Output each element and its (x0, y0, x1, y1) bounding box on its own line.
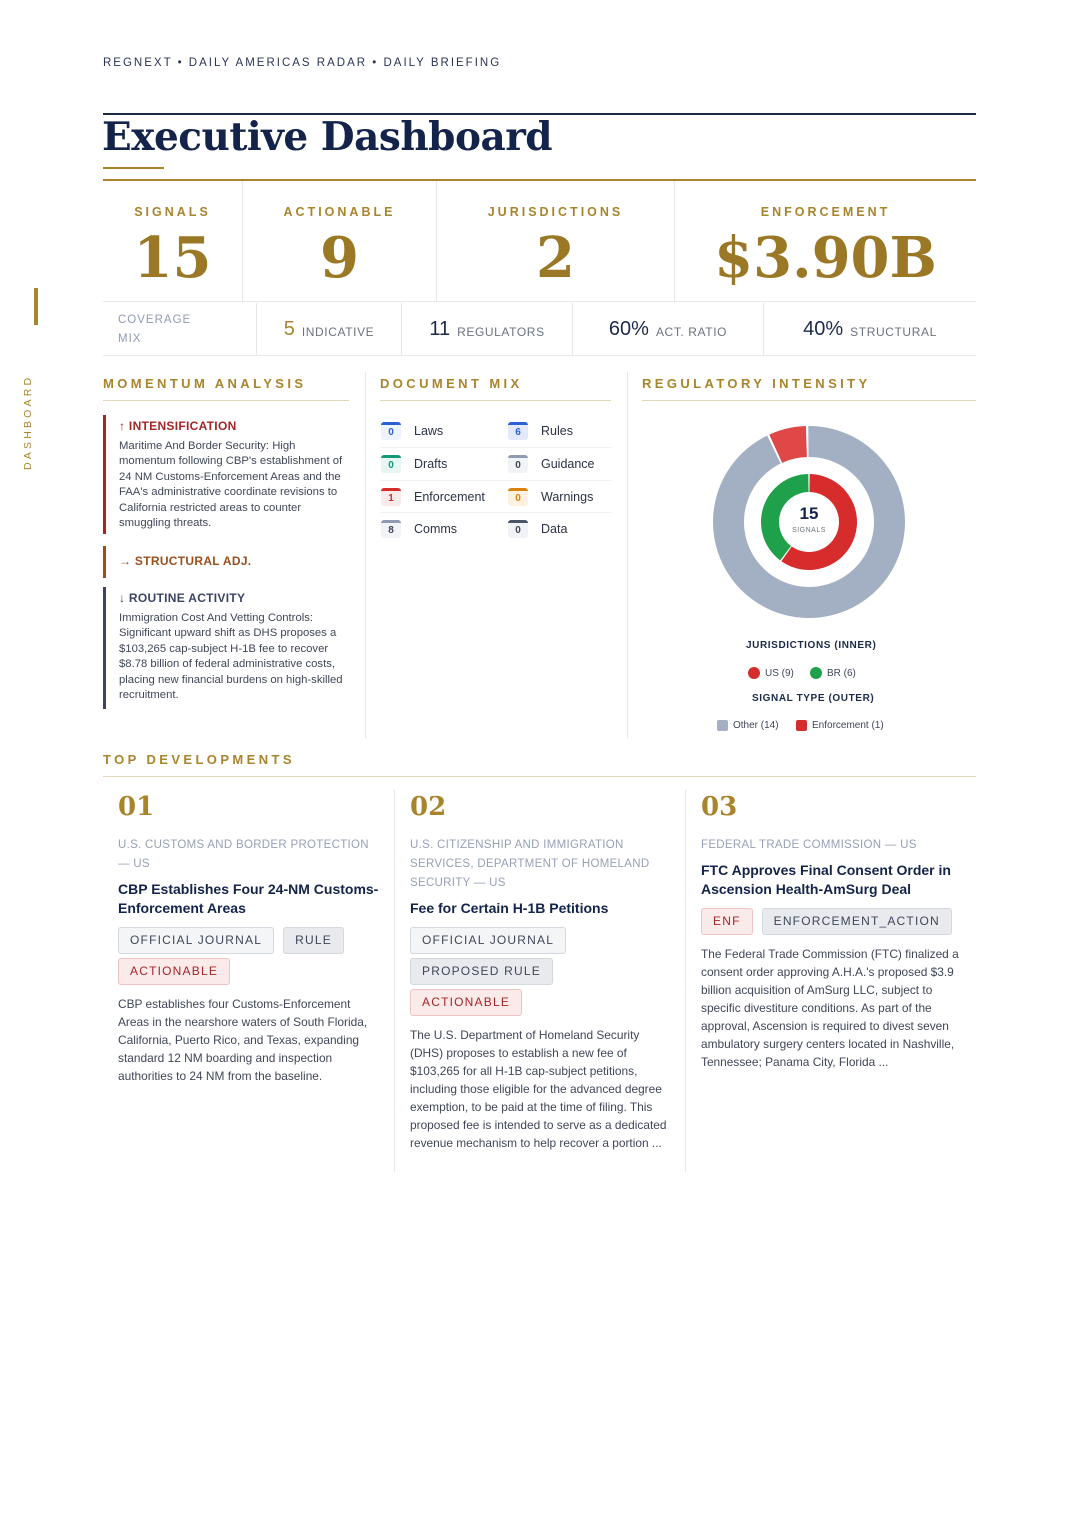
doc-type-label: Drafts (414, 456, 448, 471)
document-mix-heading: DOCUMENT MIX (380, 376, 523, 391)
kpi-value: 15 (133, 225, 212, 291)
tag-actionable: ACTIONABLE (118, 958, 230, 985)
doc-type-label: Guidance (541, 456, 595, 471)
coverage-title (103, 303, 257, 356)
development-number: 02 (410, 792, 447, 822)
doc-count-badge: 8 (381, 520, 401, 538)
coverage-label: STRUCTURAL (850, 324, 937, 339)
intensity-donut-chart (709, 422, 909, 622)
kpi-actionable (243, 181, 437, 302)
momentum-title: ↓ ROUTINE ACTIVITY (119, 591, 246, 605)
kpi-enforcement (675, 181, 976, 302)
momentum-intensification (103, 415, 349, 534)
momentum-text: Immigration Cost And Vetting Controls: Significant upward shift as DHS proposes a $103,265 cap-subject H-1B fee to recover $8.78 billion of federal administrative costs, placing new financial burdens on high-skilled recruitment. (119, 612, 343, 702)
doc-mix-item (508, 512, 567, 545)
coverage-value: 60% (608, 318, 649, 340)
document-mix-rule (380, 400, 611, 401)
intensity-heading: REGULATORY INTENSITY (642, 376, 871, 391)
legend-swatch (717, 720, 728, 731)
doc-mix-item (508, 480, 593, 513)
development-title[interactable]: Fee for Certain H-1B Petitions (410, 900, 609, 916)
coverage-value: 5 (283, 318, 295, 340)
doc-count-badge: 0 (381, 455, 401, 473)
developments-rule (103, 776, 976, 777)
doc-type-label: Rules (541, 423, 573, 438)
legend-item-br (810, 667, 856, 679)
legend-swatch (810, 667, 822, 679)
momentum-rule (103, 400, 349, 401)
development-card-3[interactable] (701, 792, 963, 1071)
doc-type-label: Comms (414, 521, 458, 536)
development-summary: The U.S. Department of Homeland Security (DHS) proposes to establish a new fee of $103,265 for all H-1B cap-subject petitions, including those eligible for the advanced degree exemption, to be paid at the time of filing. This proposed fee is intended to serve as a dedicated revenue mechanism to help recover a portion ... (410, 1028, 667, 1150)
tag-official-journal: OFFICIAL JOURNAL (410, 927, 566, 954)
legend-item-other (717, 720, 779, 731)
kpi-value: $3.90B (714, 225, 937, 291)
donut-center-label: SIGNALS (792, 527, 826, 534)
legend-item-enforcement (796, 720, 884, 731)
legend-swatch (796, 720, 807, 731)
momentum-heading: MOMENTUM ANALYSIS (103, 376, 307, 391)
development-source: U.S. CITIZENSHIP AND IMMIGRATION SERVICES, DEPARTMENT OF HOMELAND SECURITY — US (410, 839, 650, 889)
column-divider (685, 790, 686, 1172)
doc-count-badge: 0 (508, 455, 528, 473)
doc-count-badge: 1 (381, 488, 401, 506)
coverage-structural (764, 303, 976, 356)
doc-type-label: Warnings (541, 489, 594, 504)
doc-mix-item (508, 447, 595, 480)
doc-type-label: Data (541, 521, 568, 536)
kpi-signals (103, 181, 243, 302)
doc-mix-separator (380, 512, 611, 513)
development-source: FEDERAL TRADE COMMISSION — US (701, 839, 917, 851)
doc-type-label: Enforcement (414, 489, 485, 504)
legend-label: BR (6) (827, 667, 856, 679)
tag-rule: RULE (283, 927, 344, 954)
development-card-1[interactable] (118, 792, 380, 1085)
development-number: 03 (701, 792, 738, 822)
tag-proposed-rule: PROPOSED RULE (410, 958, 553, 985)
donut-center-value: 15 (799, 504, 819, 523)
kpi-label: SIGNALS (134, 205, 211, 219)
inner-legend-title: JURISDICTIONS (INNER) (746, 640, 877, 651)
doc-count-badge: 0 (508, 520, 528, 538)
doc-count-badge: 0 (381, 422, 401, 440)
coverage-value: 11 (429, 318, 451, 340)
kpi-value: 2 (536, 225, 575, 291)
development-source: U.S. CUSTOMS AND BORDER PROTECTION — US (118, 839, 369, 870)
doc-count-badge: 0 (508, 488, 528, 506)
coverage-title-text: COVERAGE MIX (118, 313, 192, 345)
side-section-label: DASHBOARD (22, 374, 34, 470)
doc-mix-separator (380, 480, 611, 481)
doc-mix-item (381, 447, 447, 480)
doc-mix-item (381, 480, 485, 513)
momentum-structural (103, 546, 349, 578)
momentum-routine (103, 587, 349, 709)
tag-enf: ENF (701, 908, 753, 935)
column-divider (627, 372, 628, 738)
coverage-label: INDICATIVE (301, 324, 375, 339)
development-title[interactable]: CBP Establishes Four 24-NM Customs-Enforcement Areas (118, 881, 379, 916)
doc-mix-separator (380, 447, 611, 448)
kpi-row (103, 181, 976, 302)
kpi-label: ACTIONABLE (283, 205, 396, 219)
kpi-jurisdictions (437, 181, 675, 302)
development-number: 01 (118, 792, 155, 822)
momentum-text: Maritime And Border Security: High momentum following CBP's establishment of 24 NM Customs-Enforcement Areas and the FAA's administrative coordinate revisions to California restricted areas to counter smuggling threats. (119, 440, 343, 530)
column-divider (365, 372, 366, 738)
page-title: Executive Dashboard (102, 114, 553, 160)
outer-legend-title: SIGNAL TYPE (OUTER) (752, 693, 875, 704)
legend-swatch (748, 667, 760, 679)
legend-label: Enforcement (1) (812, 720, 884, 731)
development-tags (410, 927, 600, 1020)
doc-count-badge: 6 (508, 422, 528, 440)
tag-official-journal: OFFICIAL JOURNAL (118, 927, 274, 954)
coverage-indicative (257, 303, 402, 356)
development-tags (118, 927, 380, 989)
coverage-regulators (402, 303, 573, 356)
doc-mix-item (508, 414, 573, 447)
momentum-title: ↑ INTENSIFICATION (119, 419, 237, 433)
intensity-rule (642, 400, 976, 401)
development-title[interactable]: FTC Approves Final Consent Order in Ascension Health-AmSurg Deal (701, 862, 951, 897)
coverage-value: 40% (803, 318, 844, 340)
kpi-label: ENFORCEMENT (760, 205, 891, 219)
kpi-value: 9 (320, 225, 359, 291)
legend-label: US (9) (765, 667, 794, 679)
tag-actionable: ACTIONABLE (410, 989, 522, 1016)
side-tab-marker (34, 288, 38, 325)
coverage-label: REGULATORS (457, 324, 545, 339)
development-card-2[interactable] (410, 792, 668, 1152)
kpi-label: JURISDICTIONS (487, 205, 624, 219)
development-tags (701, 908, 963, 939)
momentum-title: → STRUCTURAL ADJ. (119, 554, 252, 568)
coverage-row (103, 303, 976, 356)
doc-mix-item (381, 414, 443, 447)
coverage-act-ratio (573, 303, 764, 356)
development-summary: The Federal Trade Commission (FTC) finalized a consent order approving A.H.A.'s proposed $3.9 billion acquisition of AmSurg LLC, subject to specific divestiture conditions. As part of the approval, Ascension is required to divest seven ambulatory surgery centers located in Nashville, Tennessee; Panama City, Florida ... (701, 947, 959, 1069)
development-summary: CBP establishes four Customs-Enforcement Areas in the nearshore waters of South Florida, California, Puerto Rico, and Texas, expanding standard 12 NM boarding and inspection authorities to 24 NM from the baseline. (118, 997, 368, 1083)
coverage-label: ACT. RATIO (655, 324, 728, 339)
legend-label: Other (14) (733, 720, 779, 731)
developments-heading: TOP DEVELOPMENTS (103, 752, 295, 767)
doc-type-label: Laws (414, 423, 444, 438)
legend-item-us (748, 667, 794, 679)
breadcrumb: REGNEXT • DAILY AMERICAS RADAR • DAILY BRIEFING (103, 57, 502, 69)
title-underline (103, 167, 164, 169)
doc-mix-item (381, 512, 457, 545)
column-divider (394, 790, 395, 1172)
tag-enforcement-action: ENFORCEMENT_ACTION (762, 908, 952, 935)
